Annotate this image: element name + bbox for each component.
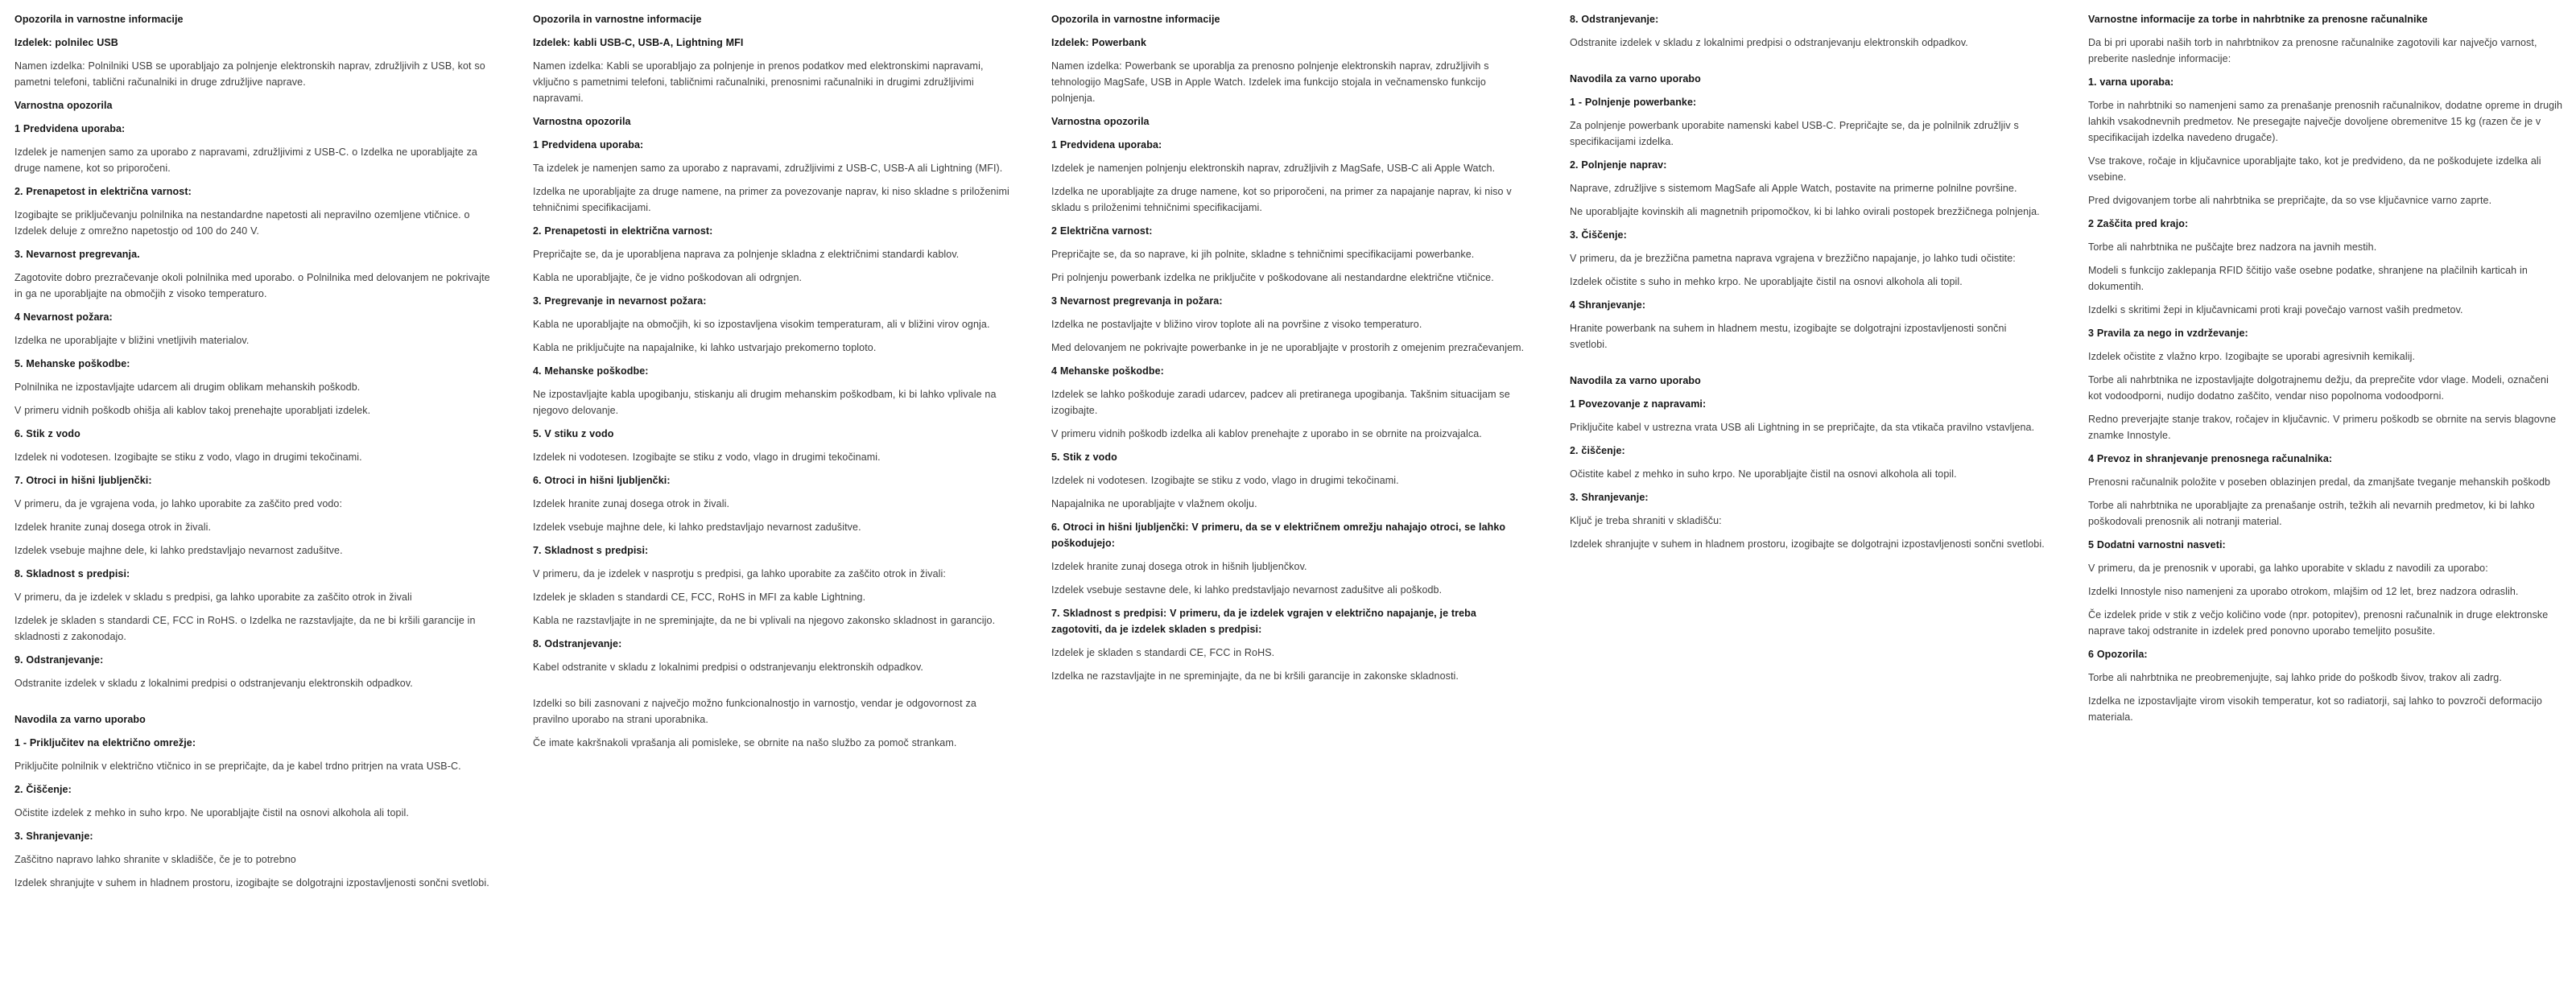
paragraph: V primeru vidnih poškodb ohišja ali kablov takoj prenehajte uporabljati izdelek.: [14, 405, 371, 416]
paragraph: Izdelek vsebuje majhne dele, ki lahko predstavljajo nevarnost zadušitve.: [14, 545, 343, 556]
paragraph: Izdelek shranjujte v suhem in hladnem prostoru, izogibajte se dolgotrajni izpostavljenosti sončni svetlobi.: [1570, 538, 2045, 550]
paragraph: Prepričajte se, da je uporabljena naprava za polnjenje skladna z električnimi standardi kablov.: [533, 249, 960, 260]
section-heading: 5. V stiku z vodo: [533, 428, 614, 439]
paragraph: V primeru, da je vgrajena voda, jo lahko uporabite za zaščito pred vodo:: [14, 498, 343, 509]
section-heading: 6 Opozorila:: [2088, 649, 2148, 660]
section-spacer: [533, 682, 1009, 695]
paragraph: Izdelek ni vodotesen. Izogibajte se stiku z vodo, vlago in drugimi tekočinami.: [533, 451, 881, 463]
column-usb-charger-warnings: [14, 11, 491, 898]
paragraph: V primeru, da je izdelek v nasprotju s predpisi, ga lahko uporabite za zaščito otrok in živali:: [533, 568, 946, 579]
section-heading: 1. varna uporaba:: [2088, 76, 2174, 88]
paragraph: Zaščitno napravo lahko shranite v skladišče, če je to potrebno: [14, 854, 296, 865]
paragraph: V primeru, da je izdelek v skladu s predpisi, ga lahko uporabite za zaščito otrok in živali: [14, 592, 412, 603]
section-heading: 9. Odstranjevanje:: [14, 654, 104, 666]
paragraph: Hranite powerbank na suhem in hladnem mestu, izogibajte se dolgotrajni izpostavljenosti sončni svetlobi.: [1570, 323, 2007, 350]
paragraph: Izdelek očistite s suho in mehko krpo. Ne uporabljajte čistil na osnovi alkohola ali topil.: [1570, 276, 1963, 287]
section-heading: 1 Predvidena uporaba:: [533, 139, 644, 150]
section-heading: Navodila za varno uporabo: [1570, 73, 1701, 85]
section-heading: 1 Povezovanje z napravami:: [1570, 398, 1707, 410]
section-heading: 8. Odstranjevanje:: [1570, 14, 1659, 25]
section-heading: 2. čiščenje:: [1570, 445, 1625, 456]
paragraph: Torbe ali nahrbtnika ne uporabljajte za prenašanje ostrih, težkih ali nevarnih predmetov, ki bi lahko poškodovali prenosnik ali notranji material.: [2088, 500, 2535, 527]
section-heading: Varnostne informacije za torbe in nahrbtnike za prenosne računalnike: [2088, 14, 2428, 25]
paragraph: Izdelek hranite zunaj dosega otrok in živali.: [533, 498, 730, 509]
section-heading: 5 Dodatni varnostni nasveti:: [2088, 539, 2226, 550]
paragraph: Ne izpostavljajte kabla upogibanju, stiskanju ali drugim mehanskim poškodbam, ki bi lahko vplivale na njegovo delovanje.: [533, 389, 997, 416]
section-heading: Izdelek: Powerbank: [1051, 37, 1147, 48]
section-heading: 4. Mehanske poškodbe:: [533, 365, 649, 377]
paragraph: Izdelka ne uporabljajte v bližini vnetljivih materialov.: [14, 335, 250, 346]
section-heading: 6. Otroci in hišni ljubljenčki:: [533, 475, 671, 486]
section-heading: 1 Predvidena uporaba:: [14, 123, 126, 134]
section-heading: 4 Nevarnost požara:: [14, 311, 113, 323]
paragraph: Pri polnjenju powerbank izdelka ne priključite v poškodovane ali nestandardne električne vtičnice.: [1051, 272, 1494, 283]
column-usage-instructions: [1570, 11, 2046, 559]
section-heading: 1 - Priključitev na električno omrežje:: [14, 737, 196, 748]
section-heading: 4 Mehanske poškodbe:: [1051, 365, 1164, 377]
section-heading: 6. Otroci in hišni ljubljenčki: V primeru, da se v električnem omrežju nahajajo otroci, se lahko poškodujejo:: [1051, 522, 1506, 549]
paragraph: Izdelek se lahko poškoduje zaradi udarcev, padcev ali pretiranega upogibanja. Takšnim situacijam se izogibajte.: [1051, 389, 1510, 416]
paragraph: Če imate kakršnakoli vprašanja ali pomisleke, se obrnite na našo službo za pomoč strankam.: [533, 737, 957, 748]
paragraph: Kabla ne uporabljajte na območjih, ki so izpostavljena visokim temperaturam, ali v bližini virov ognja.: [533, 319, 990, 330]
paragraph: Kabel odstranite v skladu z lokalnimi predpisi o odstranjevanju elektronskih odpadkov.: [533, 662, 923, 673]
paragraph: Izdelek vsebuje sestavne dele, ki lahko predstavljajo nevarnost zadušitve ali poškodb.: [1051, 584, 1443, 596]
paragraph: Ta izdelek je namenjen samo za uporabo z napravami, združljivimi z USB-C, USB-A ali Lightning (MFI).: [533, 163, 1003, 174]
paragraph: Zagotovite dobro prezračevanje okoli polnilnika med uporabo. o Polnilnika med delovanjem ne pokrivajte in ga ne uporabljajte na območjih z visoko temperaturo.: [14, 272, 490, 299]
paragraph: Izdelki Innostyle niso namenjeni za uporabo otrokom, mlajšim od 12 let, brez nadzora odraslih.: [2088, 586, 2519, 597]
paragraph: V primeru, da je prenosnik v uporabi, ga lahko uporabite v skladu z navodili za uporabo:: [2088, 563, 2488, 574]
paragraph: Prenosni računalnik položite v poseben oblazinjen predal, da zmanjšate tveganje mehanskih poškodb: [2088, 476, 2551, 488]
paragraph: Očistite kabel z mehko in suho krpo. Ne uporabljajte čistil na osnovi alkohola ali topil.: [1570, 468, 1957, 480]
paragraph: Odstranite izdelek v skladu z lokalnimi predpisi o odstranjevanju elektronskih odpadkov.: [14, 678, 413, 689]
section-heading: 5. Stik z vodo: [1051, 451, 1117, 463]
paragraph: Izdelek ni vodotesen. Izogibajte se stiku z vodo, vlago in drugimi tekočinami.: [14, 451, 362, 463]
section-heading: Opozorila in varnostne informacije: [533, 14, 702, 25]
section-heading: 2. Čiščenje:: [14, 784, 72, 795]
column-laptop-bags-safety: [2088, 11, 2565, 732]
section-heading: 1 Predvidena uporaba:: [1051, 139, 1162, 150]
column-cables-warnings: [533, 11, 1009, 758]
paragraph: Namen izdelka: Kabli se uporabljajo za polnjenje in prenos podatkov med elektronskimi napravami, vključno s pametnimi telefoni, tabličnimi računalniki, prenosnimi računalniki in drugimi združljivimi napravami.: [533, 60, 984, 104]
section-heading: Varnostna opozorila: [1051, 116, 1150, 127]
paragraph: Modeli s funkcijo zaklepanja RFID ščitijo vaše osebne podatke, shranjene na plačilnih karticah in dokumentih.: [2088, 265, 2528, 292]
section-heading: 2. Polnjenje naprav:: [1570, 159, 1667, 171]
paragraph: Izdelka ne postavljajte v bližino virov toplote ali na površine z visoko temperaturo.: [1051, 319, 1422, 330]
paragraph: Če izdelek pride v stik z večjo količino vode (npr. potopitev), prenosni računalnik in druge elektronske naprave takoj odstranite in izdelek pred ponovno uporabo temeljito posušite.: [2088, 609, 2549, 637]
section-heading: 3. Pregrevanje in nevarnost požara:: [533, 295, 707, 307]
section-heading: 7. Otroci in hišni ljubljenčki:: [14, 475, 152, 486]
column-powerbank-warnings: [1051, 11, 1528, 691]
paragraph: Izdelek ni vodotesen. Izogibajte se stiku z vodo, vlago in drugimi tekočinami.: [1051, 475, 1399, 486]
paragraph: Namen izdelka: Powerbank se uporablja za prenosno polnjenje elektronskih naprav, združljivih s tehnologijo MagSafe, USB in Apple Watch. Izdelek ima funkcijo stojala in večnamensko funkcijo polnjenja.: [1051, 60, 1489, 104]
paragraph: Vse trakove, ročaje in ključavnice uporabljajte tako, kot je predvideno, da ne poškodujete izdelka ali vsebine.: [2088, 155, 2541, 183]
paragraph: Kabla ne priključujte na napajalnike, ki lahko ustvarjajo prekomerno toploto.: [533, 342, 877, 353]
paragraph: Izdelek vsebuje majhne dele, ki lahko predstavljajo nevarnost zadušitve.: [533, 522, 861, 533]
paragraph: Polnilnika ne izpostavljajte udarcem ali drugim oblikam mehanskih poškodb.: [14, 381, 361, 393]
section-spacer: [1570, 360, 2046, 373]
paragraph: Napajalnika ne uporabljajte v vlažnem okolju.: [1051, 498, 1257, 509]
paragraph: Priključite polnilnik v električno vtičnico in se prepričajte, da je kabel trdno pritrjen na vrata USB-C.: [14, 761, 461, 772]
section-heading: 1 - Polnjenje powerbanke:: [1570, 97, 1697, 108]
paragraph: Izdelek je namenjen polnjenju elektronskih naprav, združljivih z MagSafe, USB-C ali Apple Watch.: [1051, 163, 1496, 174]
paragraph: Torbe ali nahrbtnika ne preobremenjujte, saj lahko pride do poškodb šivov, trakov ali zadrg.: [2088, 672, 2502, 683]
section-heading: 2 Zaščita pred krajo:: [2088, 218, 2189, 229]
paragraph: Izdelek hranite zunaj dosega otrok in živali.: [14, 522, 212, 533]
paragraph: Pred dvigovanjem torbe ali nahrbtnika se prepričajte, da so vse ključavnice varno zaprte.: [2088, 195, 2492, 206]
paragraph: Izdelka ne uporabljajte za druge namene, kot so priporočeni, na primer za napajanje naprav, ki niso v skladu s priloženimi tehničnimi specifikacijami.: [1051, 186, 1512, 213]
section-heading: 6. Stik z vodo: [14, 428, 80, 439]
paragraph: Izdelka ne uporabljajte za druge namene, na primer za povezovanje naprav, ki niso skladne s priloženimi tehničnimi specifikacijami.: [533, 186, 1009, 213]
section-heading: 7. Skladnost s predpisi:: [533, 545, 649, 556]
paragraph: Izogibajte se priključevanju polnilnika na nestandardne napetosti ali nepravilno ozemljene vtičnice. o Izdelek deluje z omrežno napetostjo od 100 do 240 V.: [14, 209, 470, 237]
paragraph: Izdelek je skladen s standardi CE, FCC, RoHS in MFI za kable Lightning.: [533, 592, 866, 603]
paragraph: Med delovanjem ne pokrivajte powerbanke in je ne uporabljajte v prostorih z omejenim prezračevanjem.: [1051, 342, 1525, 353]
paragraph: Izdelek hranite zunaj dosega otrok in hišnih ljubljenčkov.: [1051, 561, 1307, 572]
paragraph: Očistite izdelek z mehko in suho krpo. Ne uporabljajte čistil na osnovi alkohola ali topil.: [14, 807, 409, 818]
section-heading: 4 Prevoz in shranjevanje prenosnega računalnika:: [2088, 453, 2333, 464]
paragraph: Kabla ne razstavljajte in ne spreminjajte, da ne bi vplivali na njegovo zakonsko skladnost in garancijo.: [533, 615, 996, 626]
paragraph: Izdelka ne razstavljajte in ne spreminjajte, da ne bi kršili garancije in zakonske skladnosti.: [1051, 670, 1459, 682]
section-heading: 5. Mehanske poškodbe:: [14, 358, 130, 369]
section-heading: 3. Shranjevanje:: [1570, 492, 1649, 503]
paragraph: Ključ je treba shraniti v skladišču:: [1570, 515, 1722, 526]
paragraph: Izdelek je namenjen samo za uporabo z napravami, združljivimi z USB-C. o Izdelka ne uporabljajte za druge namene, kot so priporočeni.: [14, 146, 477, 174]
section-spacer: [14, 699, 491, 711]
section-heading: Navodila za varno uporabo: [14, 714, 146, 725]
paragraph: Torbe in nahrbtniki so namenjeni samo za prenašanje prenosnih računalnikov, dodatne opreme in drugih lahkih vsakodnevnih predmetov. Ne presegajte največje dovoljene obremenitve 15 kg (razen če je v specifikacijah izdelka navedeno drugače).: [2088, 100, 2563, 143]
section-heading: 2 Električna varnost:: [1051, 225, 1153, 237]
paragraph: V primeru vidnih poškodb izdelka ali kablov prenehajte z uporabo in se obrnite na proizvajalca.: [1051, 428, 1482, 439]
paragraph: Izdelek je skladen s standardi CE, FCC in RoHS. o Izdelka ne razstavljajte, da ne bi kršili garancije in skladnosti z zakonodajo.: [14, 615, 476, 642]
section-heading: 7. Skladnost s predpisi: V primeru, da je izdelek vgrajen v električno napajanje, je treba zagotoviti, da je izdelek skladen s predpisi:: [1051, 608, 1476, 635]
paragraph: Za polnjenje powerbank uporabite namenski kabel USB-C. Prepričajte se, da je polnilnik združljiv s specifikacijami izdelka.: [1570, 120, 2019, 147]
paragraph: Prepričajte se, da so naprave, ki jih polnite, skladne s tehničnimi specifikacijami powerbanke.: [1051, 249, 1475, 260]
section-spacer: [1570, 58, 2046, 71]
paragraph: Izdelek očistite z vlažno krpo. Izogibajte se uporabi agresivnih kemikalij.: [2088, 351, 2416, 362]
section-heading: Navodila za varno uporabo: [1570, 375, 1701, 386]
section-heading: Opozorila in varnostne informacije: [14, 14, 184, 25]
section-heading: 3. Nevarnost pregrevanja.: [14, 249, 140, 260]
paragraph: Da bi pri uporabi naših torb in nahrbtnikov za prenosne računalnike zagotovili kar največjo varnost, preberite naslednje informacije:: [2088, 37, 2537, 64]
section-heading: 3 Nevarnost pregrevanja in požara:: [1051, 295, 1223, 307]
section-heading: Izdelek: kabli USB-C, USB-A, Lightning MFI: [533, 37, 744, 48]
paragraph: Torbe ali nahrbtnika ne izpostavljajte dolgotrajnemu dežju, da preprečite vdor vlage. Modeli, označeni kot vodoodporni, nudijo dodatno zaščito, vendar niso popolnoma vodoodporni.: [2088, 374, 2549, 402]
paragraph: Namen izdelka: Polnilniki USB se uporabljajo za polnjenje elektronskih naprav, združljivih z USB, kot so pametni telefoni, tablični računalniki in druge združljive naprave.: [14, 60, 485, 88]
section-heading: 2. Prenapetosti in električna varnost:: [533, 225, 713, 237]
paragraph: Priključite kabel v ustrezna vrata USB ali Lightning in se prepričajte, da sta vtikača pravilno vstavljena.: [1570, 422, 2035, 433]
paragraph: Kabla ne uporabljajte, če je vidno poškodovan ali odrgnjen.: [533, 272, 803, 283]
section-heading: 4 Shranjevanje:: [1570, 299, 1646, 311]
section-heading: 3. Čiščenje:: [1570, 229, 1627, 241]
section-heading: 3. Shranjevanje:: [14, 831, 93, 842]
paragraph: Izdelki s skritimi žepi in ključavnicami proti kraji povečajo varnost vaših predmetov.: [2088, 304, 2463, 315]
paragraph: Torbe ali nahrbtnika ne puščajte brez nadzora na javnih mestih.: [2088, 241, 2377, 253]
paragraph: Redno preverjajte stanje trakov, ročajev in ključavnic. V primeru poškodb se obrnite na servis blagovne znamke Innostyle.: [2088, 414, 2557, 441]
section-heading: 2. Prenapetost in električna varnost:: [14, 186, 192, 197]
paragraph: Naprave, združljive s sistemom MagSafe ali Apple Watch, postavite na primerne polnilne površine.: [1570, 183, 2017, 194]
paragraph: Izdelek je skladen s standardi CE, FCC in RoHS.: [1051, 647, 1275, 658]
paragraph: Izdelka ne izpostavljajte virom visokih temperatur, kot so radiatorji, saj lahko to povzroči deformacijo materiala.: [2088, 695, 2542, 723]
paragraph: Izdelki so bili zasnovani z največjo možno funkcionalnostjo in varnostjo, vendar je odgovornost za pravilno uporabo na strani uporabnika.: [533, 698, 976, 725]
paragraph: Ne uporabljajte kovinskih ali magnetnih pripomočkov, ki bi lahko ovirali postopek brezžičnega polnjenja.: [1570, 206, 2040, 217]
paragraph: V primeru, da je brezžična pametna naprava vgrajena v brezžično napajanje, jo lahko tudi očistite:: [1570, 253, 2016, 264]
section-heading: Opozorila in varnostne informacije: [1051, 14, 1220, 25]
section-heading: 8. Skladnost s predpisi:: [14, 568, 130, 579]
paragraph: Odstranite izdelek v skladu z lokalnimi predpisi o odstranjevanju elektronskih odpadkov.: [1570, 37, 1968, 48]
paragraph: Izdelek shranjujte v suhem in hladnem prostoru, izogibajte se dolgotrajni izpostavljenosti sončni svetlobi.: [14, 877, 489, 888]
section-heading: Varnostna opozorila: [533, 116, 631, 127]
section-heading: 3 Pravila za nego in vzdrževanje:: [2088, 328, 2248, 339]
section-heading: Izdelek: polnilec USB: [14, 37, 118, 48]
section-heading: Varnostna opozorila: [14, 100, 113, 111]
section-heading: 8. Odstranjevanje:: [533, 638, 622, 649]
